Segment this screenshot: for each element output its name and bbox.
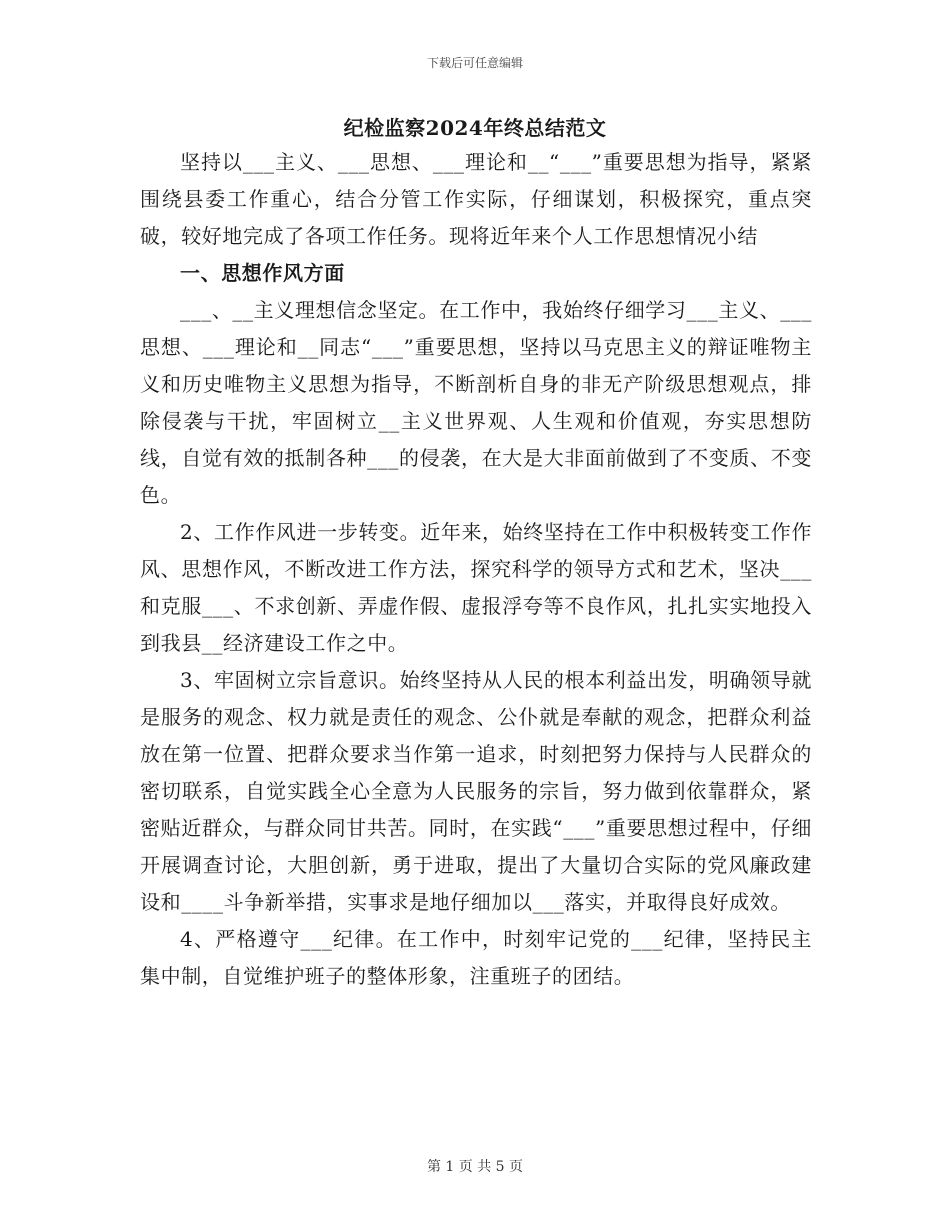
paragraph-4: 4、严格遵守___纪律。在工作中，时刻牢记党的___纪律，坚持民主集中制，自觉维护班子的整体形象，注重班子的团结。 (140, 927, 812, 988)
document-title: 纪检监察2024年终总结范文 (343, 116, 607, 140)
intro-paragraph: 坚持以___主义、___思想、___理论和__“___”重要思想为指导，紧紧围绕县委工作重心，结合分管工作实际，仔细谋划，积极探究，重点突破，较好地完成了各项工作任务。现将近年来个人工作思想情况小结 (140, 150, 812, 248)
page-footer-number: 第 1 页 共 5 页 (426, 1159, 524, 1175)
section-heading-thought-style: 一、思想作风方面 (180, 261, 345, 285)
paragraph-3: 3、牢固树立宗旨意识。始终坚持从人民的根本利益出发，明确领导就是服务的观念、权力就是责任的观念、公仆就是奉献的观念，把群众利益放在第一位置、把群众要求当作第一追求，时刻把努力保持与人民群众的密切联系，自觉实践全心全意为人民服务的宗旨，努力做到依靠群众，紧密贴近群众，与群众同甘共苦。同时，在实践“___”重要思想过程中，仔细开展调查讨论，大胆创新，勇于进取，提出了大量切合实际的党风廉政建设和____斗争新举措，实事求是地仔细加以___落实，并取得良好成效。 (140, 668, 812, 914)
paragraph-2: 2、工作作风进一步转变。近年来，始终坚持在工作中积极转变工作作风、思想作风，不断改进工作方法，探究科学的领导方式和艺术，坚决___和克服___、不求创新、弄虚作假、虚报浮夸等不良作风，扎扎实实地投入到我县__经济建设工作之中。 (140, 520, 812, 655)
paragraph-1: ___、__主义理想信念坚定。在工作中，我始终仔细学习___主义、___思想、___理论和__同志“___”重要思想，坚持以马克思主义的辩证唯物主义和历史唯物主义思想为指导，不断剖析自身的非无产阶级思想观点，排除侵袭与干扰，牢固树立__主义世界观、人生观和价值观，夯实思想防线，自觉有效的抵制各种___的侵袭，在大是大非面前做到了不变质、不变色。 (140, 298, 812, 507)
page-header-note: 下载后可任意编辑 (426, 56, 523, 70)
document-body (140, 144, 812, 995)
